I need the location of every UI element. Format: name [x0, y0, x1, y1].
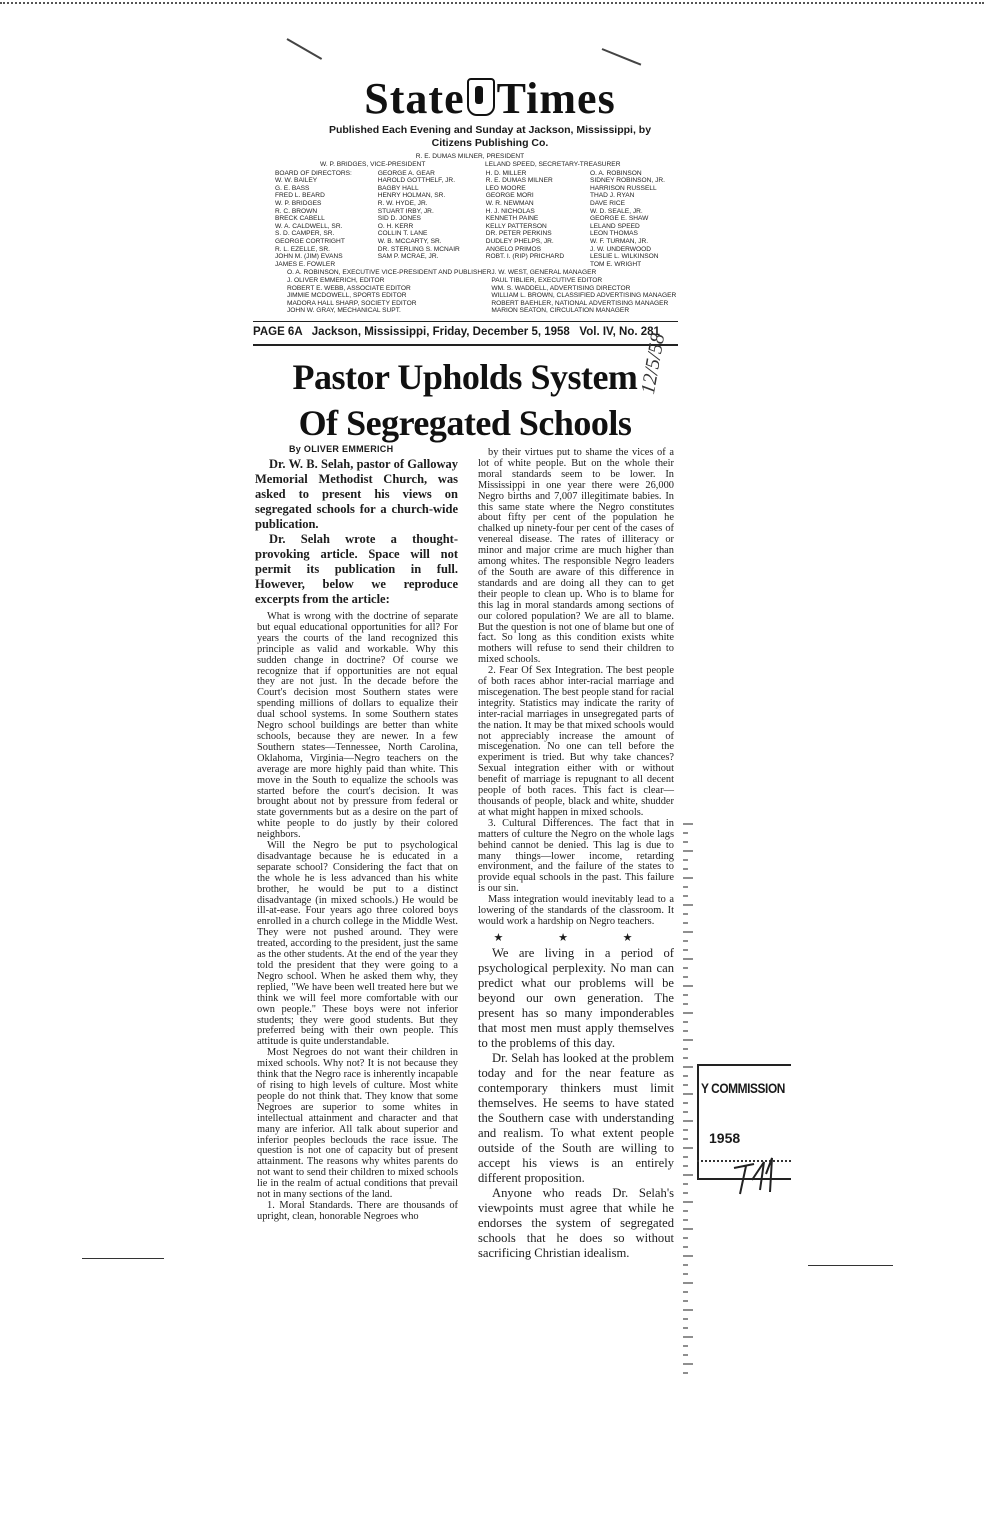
staff-member: G. E. BASS — [275, 184, 310, 192]
article-paragraph: Mass integration would inevitably lead to a lowering of the standards of the classroom. It would work a hardship on Negro teachers. — [478, 894, 674, 927]
state-seal-icon — [467, 78, 495, 116]
stamp-year: 1958 — [709, 1130, 741, 1146]
staff-member: LEON THOMAS — [589, 230, 638, 238]
article-paragraph: 2. Fear Of Sex Integration. The best people of both races abhor inter-racial marriage and miscegenation. The best people stand for racial integrity. Statistics may indicate the rarity of inter-racial marriages in unsegregated parts of the nation. It may be that mixed schools would not appreciably increase the amount of miscegenation. No one can tell before the experiment is tried. But why take chances? Sexual integration either with or without benefit of marriage is repugnant to all decent people of both races. This fact is clear—thousands of people, black and white, shudder at what might happen in mixed schools. — [478, 665, 674, 818]
staff-member: H. J. NICHOLAS — [485, 207, 535, 215]
staff-member: W. A. CALDWELL, SR. — [275, 222, 343, 230]
staff-executive: O. A. ROBINSON, EXECUTIVE VICE-PRESIDENT AND PUBLISHER — [287, 269, 492, 277]
staff-member: LEO MOORE — [485, 184, 526, 192]
staff-member: FRED L. BEARD — [275, 192, 325, 200]
staff-member: HAROLD GOTTHELF, JR. — [377, 177, 456, 185]
staff-member: J. W. UNDERWOOD — [589, 245, 652, 253]
staff-member: DR. PETER PERKINS — [485, 230, 552, 238]
stamp-text: Y COMMISSION — [701, 1080, 785, 1096]
headline-line-2: Of Segregated Schools — [298, 403, 632, 443]
staff-member: DUDLEY PHELPS, JR. — [485, 237, 554, 245]
staff-executive: JIMMIE MCDOWELL, SPORTS EDITOR — [287, 292, 407, 300]
staff-member: ROBT. I. (RIP) PRICHARD — [485, 253, 565, 261]
staff-executive: J. W. WEST, GENERAL MANAGER — [491, 269, 597, 277]
staff-member: THAD J. RYAN — [589, 192, 635, 200]
staff-executives — [275, 269, 677, 315]
headline-line-1: Pastor Upholds System — [292, 357, 638, 397]
staff-member: S. D. CAMPER, SR. — [275, 230, 335, 238]
staff-executive: ROBERT BAEHLER, NATIONAL ADVERTISING MANAGER — [491, 299, 669, 307]
staff-exec-right — [491, 269, 706, 315]
staff-member: LELAND SPEED — [589, 222, 640, 230]
masthead-title — [270, 76, 710, 122]
staff-member: BRECK CABELL — [275, 215, 325, 223]
staff-board-col-4 — [590, 170, 665, 269]
closing-paragraph: Dr. Selah has looked at the problem today and for the near feature as contemporary thinkers must limit themselves. He seems to have stated the Southern case with understanding and realism. To what extent people outside of the South are willing to accept his views is an entirely different proposition. — [478, 1050, 674, 1185]
staff-member: HARRISON RUSSELL — [589, 184, 657, 192]
dateline-rule-top — [253, 321, 678, 322]
staff-member: SIDNEY ROBINSON, JR. — [589, 177, 665, 185]
staff-member: H. D. MILLER — [485, 169, 527, 177]
dateline-rule-bottom — [253, 344, 678, 346]
staff-member: W. P. BRIDGES — [275, 199, 322, 207]
lead-paragraph: Dr. Selah wrote a thought-provoking article. Space will not permit its publication in full. However, below we reproduce excerpts from the article: — [255, 532, 458, 606]
staff-member: DAVE RICE — [589, 199, 626, 207]
staff-board-col-2 — [378, 170, 460, 269]
article-left-column — [255, 457, 458, 1223]
staff-member: R. C. BROWN — [275, 207, 318, 215]
staff-board-col-3 — [486, 170, 564, 269]
article-right-column — [478, 448, 674, 1261]
staff-member: W. B. MCCARTY, SR. — [377, 237, 442, 245]
staff-member: R. E. DUMAS MILNER — [485, 177, 553, 185]
staff-member: COLLIN T. LANE — [377, 230, 428, 238]
staff-member: STUART IRBY, JR. — [377, 207, 434, 215]
scan-dotted-border — [0, 2, 984, 4]
masthead — [270, 76, 710, 150]
handwritten-signature — [730, 1154, 778, 1200]
scan-edge-marks — [681, 820, 693, 1380]
article-right-body — [478, 448, 674, 928]
staff-member: DR. STERLING S. MCNAIR — [377, 245, 460, 253]
headline — [255, 354, 675, 446]
staff-executive: WM. S. WADDELL, ADVERTISING DIRECTOR — [491, 284, 631, 292]
staff-executive: MADORA HALL SHARP, SOCIETY EDITOR — [287, 299, 417, 307]
staff-member: O. A. ROBINSON — [589, 169, 642, 177]
article-paragraph: by their virtues put to shame the vices of a lot of white people. But on the whole their moral standards seem to be lower. In Mississippi in one year there were 26,000 Negro births and 7,007 illegitimate babies. In this same state where the Negro constitutes about fifty per cent of the population he chalked up ninety-four per cent of the cases of venereal disease. The rates of illiteracy or minor and major crime are much higher than among whites. The responsible Negro leaders of the South are aware of this difference in standards and are doing all they can to get their people to clean up. Who is to blame for this lag in moral standards among sections of our colored population? We are all to blame. But the question is not one of blame but one of fact. So long as this condition exists white mothers will refuse to send their children to mixed schools. — [478, 447, 674, 666]
staff-member: SAM P. MCRAE, JR. — [377, 253, 439, 261]
article-left-body — [255, 612, 458, 1223]
staff-board-col-1 — [275, 170, 352, 269]
staff-executive: J. OLIVER EMMERICH, EDITOR — [287, 276, 385, 284]
section-stars: ★ ★ ★ — [493, 931, 659, 944]
article-paragraph: What is wrong with the doctrine of separate but equal educational opportunities for all? For years the courts of the land recognized this principle as valid and workable. Why this sudden change in doctrine? Of course we recognize that if opportunities are not equal they are not just. In the decade before the Court's decision most Southern states were spending millions of dollars to equalize their dual school systems. In some Southern states Negro school buildings are better than white schools, because they are newer. In a few Southern states—Tennessee, North Carolina, Oklahoma, Virginia—Negro teachers on the average are more highly paid than white. This move in the South to equalize the schools was started before the court's decision. It was brought about not by pressure from federal or state governments but as a desire on the part of white people to do justly by their colored neighbors. — [257, 611, 458, 841]
margin-line-left — [82, 1258, 164, 1259]
masthead-title-right: Times — [496, 74, 616, 123]
article-paragraph: Most Negroes do not want their children in mixed schools. Why not? It is not because they think that the Negro race is inherently incapable of rising to high levels of culture. Most white people do not think that. They know that some Negroes are superior to some whites in intellectual attainment and character and that many are inferior. All talk about superior and inferior peoples beclouds the race issue. The question is not one of capacity but of present attainment. The reasons why whites parents do not want to send their children to mixed schools lie in the realm of actual conditions that prevail not in many sections of the land. — [257, 1047, 458, 1201]
closing-paragraph: Anyone who reads Dr. Selah's viewpoints must agree that while he endorses the system of segregated schools that he does so without sacrificing Christian idealism. — [478, 1185, 674, 1260]
staff-member: W. D. SEALE, JR. — [589, 207, 643, 215]
scan-mark-right — [602, 48, 642, 66]
staff-executive: JOHN W. GRAY, MECHANICAL SUPT. — [287, 307, 401, 315]
staff-member: LESLIE L. WILKINSON — [589, 253, 659, 261]
staff-member: W. W. BAILEY — [275, 177, 318, 185]
article-paragraph: Will the Negro be put to psychological disadvantage because he is educated in a separate school? Considering the fact that on the whole he is less advanced than his white brother, he would be put to a distinct disadvantage (in mixed schools.) He would be ill-at-ease. Four years ago three colored boys enrolled in a church college in the Middle West. They were not pushed around. They were treated, according to the president, just the same as the other students. At the end of the year they told the president that they were going to a Negro school. When he asked them why, they replied, "We have been well treated here but we think we will feel more comfortable with our own people." These boys were not inferior students; they were good students. But they preferred being with their own people. This attitude is quite understandable. — [257, 840, 458, 1048]
staff-exec-left — [275, 269, 491, 315]
published-line — [270, 124, 710, 150]
staff-executive: ROBERT E. WEBB, ASSOCIATE EDITOR — [287, 284, 411, 292]
staff-member: BOARD OF DIRECTORS: — [275, 169, 352, 177]
staff-secretary: LELAND SPEED, SECRETARY-TREASURER — [485, 160, 621, 168]
staff-member: R. W. HYDE, JR. — [377, 199, 428, 207]
staff-member: BAGBY HALL — [377, 184, 419, 192]
staff-member: W. F. TURMAN, JR. — [589, 237, 649, 245]
masthead-title-left: State — [364, 74, 465, 123]
article-lead — [255, 457, 458, 607]
staff-member: JOHN M. (JIM) EVANS — [275, 253, 343, 261]
staff-officers-row — [275, 161, 665, 169]
staff-vice-president: W. P. BRIDGES, VICE-PRESIDENT — [320, 160, 426, 168]
staff-member: GEORGE A. GEAR — [377, 169, 435, 177]
staff-member: HENRY HOLMAN, SR. — [377, 192, 446, 200]
article-closing — [478, 946, 674, 1261]
staff-executive: PAUL TIBLIER, EXECUTIVE EDITOR — [491, 276, 603, 284]
closing-paragraph: We are living in a period of psychological perplexity. No man can predict what our problems will be beyond our own generation. The present has so many imponderables that most men must apply themselves to the problems of this day. — [478, 945, 674, 1050]
dateline: PAGE 6A Jackson, Mississippi, Friday, December 5, 1958 Vol. IV, No. 281 — [253, 326, 660, 338]
staff-executive: WILLIAM L. BROWN, CLASSIFIED ADVERTISING MANAGER — [491, 292, 677, 300]
staff-member: KENNETH PAINE — [485, 215, 539, 223]
published-line-1: Published Each Evening and Sunday at Jackson, Mississippi, by — [328, 124, 652, 136]
lead-paragraph: Dr. W. B. Selah, pastor of Galloway Memorial Methodist Church, was asked to present his views on segregated schools for a church-wide publication. — [255, 457, 458, 531]
staff-box — [275, 153, 677, 315]
staff-member: W. R. NEWMAN — [485, 199, 534, 207]
staff-member: TOM E. WRIGHT — [589, 260, 642, 268]
article-paragraph: 3. Cultural Differences. The fact that in matters of culture the Negro on the whole lags behind cannot be denied. This lag is due to many things—lower income, retarding environment, and the failure of the states to provide equal schools in the past. This failure is our sin. — [478, 817, 674, 895]
margin-line-right — [808, 1265, 893, 1266]
staff-member: GEORGE CORTRIGHT — [275, 237, 345, 245]
staff-member: ANGELO PRIMOS — [485, 245, 542, 253]
staff-member: GEORGE MORI — [485, 192, 534, 200]
staff-member: KELLY PATTERSON — [485, 222, 547, 230]
article-paragraph: 1. Moral Standards. There are thousands of upright, clean, honorable Negroes who — [257, 1199, 458, 1222]
staff-member: R. L. EZELLE, SR. — [275, 245, 330, 253]
staff-member: JAMES E. FOWLER — [275, 260, 336, 268]
scan-mark-left — [287, 38, 323, 60]
handwritten-date: 12/5/58 — [637, 331, 670, 396]
staff-member: GEORGE E. SHAW — [589, 215, 649, 223]
staff-board — [275, 170, 665, 269]
staff-president: R. E. DUMAS MILNER, PRESIDENT — [415, 153, 525, 160]
published-line-2: Citizens Publishing Co. — [431, 137, 549, 149]
staff-member: SID D. JONES — [377, 215, 421, 223]
staff-executive: MARION SEATON, CIRCULATION MANAGER — [491, 307, 630, 315]
byline: By OLIVER EMMERICH — [289, 444, 394, 454]
staff-member: O. H. KERR — [377, 222, 414, 230]
